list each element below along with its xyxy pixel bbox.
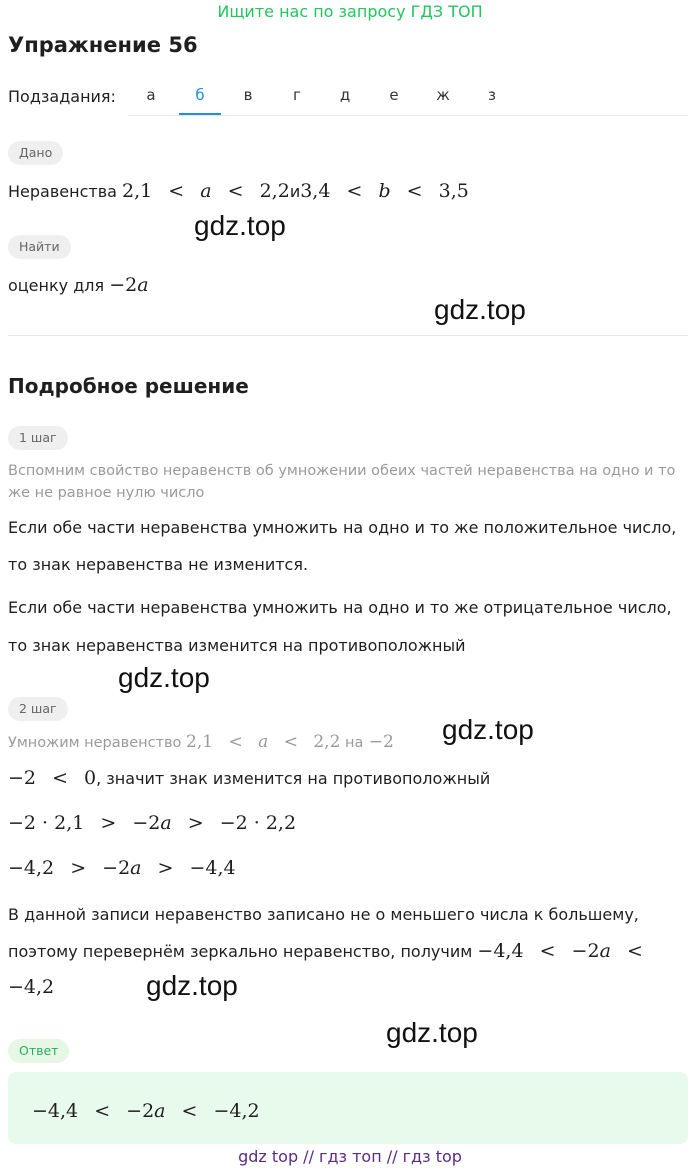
step1-intro-line2: же не равное нулю число (8, 485, 205, 501)
step1-pill: 1 шаг (8, 426, 68, 450)
step2-note-math-cont: −4,2 (8, 976, 55, 998)
watermark: gdz.top (118, 662, 210, 693)
step2-intro-by: на (345, 735, 364, 751)
given-text (8, 180, 469, 202)
step2-intro (8, 730, 394, 755)
given-pill: Дано (8, 141, 63, 165)
step2-note-line1: В данной записи неравенство записано не о меньшего числа к большему, (8, 905, 639, 924)
answer-pill: Ответ (8, 1039, 69, 1063)
tab-z[interactable]: з (488, 86, 496, 104)
find-text (8, 274, 149, 296)
tab-d[interactable]: д (339, 86, 351, 104)
step1-rule1-line2: то знак неравенства не изменится. (8, 555, 309, 574)
promo-banner: Ищите нас по запросу ГДЗ ТОП (217, 2, 483, 21)
step1-rule1-line1: Если обе части неравенства умножить на одно и то же положительное число, (8, 518, 677, 537)
find-math: −2a (109, 274, 149, 296)
tab-g[interactable]: г (293, 86, 301, 104)
step1-rule2-line1: Если обе части неравенства умножить на одно и то же отрицательное число, (8, 598, 672, 617)
step2-sign-line (8, 767, 490, 789)
step2-pill: 2 шаг (8, 697, 68, 721)
step2-sign-math: −2 < 0 (8, 767, 97, 789)
step1-rule2-line2: то знак неравенства изменится на противоположный (8, 636, 466, 655)
given-and: и (289, 182, 301, 201)
watermark: gdz.top (146, 970, 238, 1001)
step2-intro-multiplier: −2 (363, 732, 394, 752)
watermark: gdz.top (442, 714, 534, 745)
given-prefix: Неравенства (8, 182, 117, 201)
step2-note-line2 (8, 940, 643, 962)
answer-math: −4,4 < −2a < −4,2 (32, 1100, 260, 1122)
watermark: gdz.top (434, 294, 526, 325)
solution-title: Подробное решение (8, 374, 249, 398)
watermark: gdz.top (386, 1017, 478, 1048)
divider (8, 335, 688, 336)
step2-note-line2-text: поэтому перевернём зеркально неравенство, получим (8, 942, 473, 961)
subtask-tabs (128, 76, 688, 116)
tab-v[interactable]: в (243, 86, 253, 104)
find-pill: Найти (8, 235, 71, 259)
step2-intro-prefix: Умножим неравенство (8, 735, 182, 751)
tab-zh[interactable]: ж (436, 86, 450, 104)
given-math-a: 2,1 < a < 2,2 (122, 180, 290, 202)
step2-math-line2: −4,2 > −2a > −4,4 (8, 857, 236, 879)
step2-note-math: −4,4 < −2a < (477, 940, 643, 962)
find-prefix: оценку для (8, 276, 105, 295)
tab-e[interactable]: е (389, 86, 399, 104)
step2-intro-math: 2,1 < a < 2,2 (186, 732, 341, 752)
step2-sign-text: , значит знак изменится на противоположный (96, 769, 491, 788)
subtasks-label: Подзадания: (8, 87, 116, 106)
watermark: gdz.top (194, 210, 286, 241)
step1-intro-line1: Вспомним свойство неравенств об умножении обеих частей неравенства на одно и то (8, 463, 676, 479)
footer-links[interactable]: gdz top // гдз топ // гдз top (238, 1147, 462, 1166)
step2-math-line1: −2 · 2,1 > −2a > −2 · 2,2 (8, 812, 297, 834)
given-math-b: 3,4 < b < 3,5 (300, 180, 469, 202)
page-title: Упражнение 56 (8, 33, 198, 57)
tab-b[interactable]: б (179, 76, 221, 115)
tab-a[interactable]: а (146, 86, 156, 104)
